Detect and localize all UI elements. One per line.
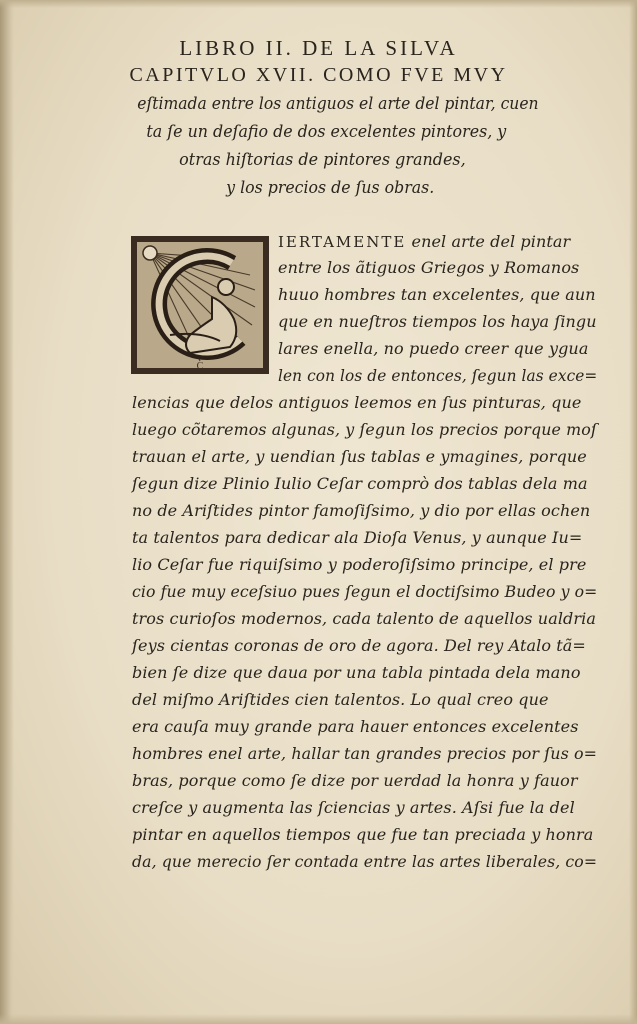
body-text-line: era cauſa muy grande para hauer entonces excelentes — [132, 717, 579, 736]
body-text-line: huuo hombres tan excelentes, que aun — [278, 285, 596, 304]
chapter-subtitle-line: eſtimada entre los antiguos el arte del pintar, cuen — [137, 94, 539, 113]
body-text-line: tros curioſos modernos, cada talento de aquellos ualdria — [132, 609, 597, 628]
body-text-line: que en nueſtros tiempos los haya ſingu — [278, 312, 597, 331]
chapter-subtitle-line: y los precios de ſus obras. — [226, 178, 435, 197]
body-text-line: entre los ãtiguos Griegos y Romanos — [278, 258, 580, 277]
body-text-line: lencias que delos antiguos leemos en ſus pinturas, que — [132, 393, 582, 412]
chapter-heading: CAPITVLO XVII. COMO FVE MVY — [129, 64, 508, 86]
chapter-subtitle-line: otras hiſtorias de pintores grandes, — [179, 150, 466, 169]
body-text-line: cio fue muy eceſsiuo pues ſegun el doctiſsimo Budeo y o= — [132, 582, 598, 601]
chapter-subtitle-line: ta ſe un deſafio de dos excelentes pintores, y — [146, 122, 507, 141]
body-text-line: ſegun dize Plinio Iulio Ceſar comprò dos tablas dela ma — [132, 474, 588, 493]
body-text-line: del miſmo Ariſtides cien talentos. Lo qual creo que — [132, 690, 549, 709]
page-edge-bottom — [0, 1014, 637, 1024]
body-text-line: pintar en aquellos tiempos que fue tan preciada y honra — [132, 825, 594, 844]
initial-letter: C — [196, 361, 204, 372]
body-text-line — [278, 231, 570, 253]
body-text-line: lares enella, no puedo creer que ygua — [278, 339, 589, 358]
running-head: LIBRO II. DE LA SILVA — [179, 36, 458, 60]
body-text-line: ſeys cientas coronas de oro de agora. Del rey Atalo tã= — [132, 636, 586, 655]
historiated-initial-c-icon — [130, 235, 270, 375]
body-text-line: ta talentos para dedicar ala Dioſa Venus, y aunque Iu= — [132, 528, 583, 547]
page-edge-top — [0, 0, 637, 8]
body-text-line: bras, porque como ſe dize por uerdad la honra y fauor — [132, 771, 578, 790]
body-text-line: len con los de entonces, ſegun las exce= — [278, 366, 598, 385]
body-text-line: creſce y augmenta las ſciencias y artes. Aſsi fue la del — [132, 798, 575, 817]
body-text-line: trauan el arte, y uendian ſus tablas e ymagines, porque — [132, 447, 587, 466]
opening-word: IERTAMENTE — [278, 233, 407, 251]
body-text-line: da, que merecio ſer contada entre las artes liberales, co= — [132, 852, 598, 871]
body-text-line: luego cõtaremos algunas, y ſegun los precios porque moſ — [132, 420, 597, 439]
body-text-line: hombres enel arte, hallar tan grandes precios por ſus o= — [132, 744, 598, 763]
body-text-line: lio Ceſar fue riquiſsimo y poderoſiſsimo principe, el pre — [132, 555, 587, 574]
opening-line-rest: enel arte del pintar — [406, 232, 571, 251]
body-text-line: bien ſe dize que daua por una tabla pintada dela mano — [132, 663, 581, 682]
body-text-line: no de Ariſtides pintor famoſiſsimo, y dio por ellas ochen — [132, 501, 591, 520]
